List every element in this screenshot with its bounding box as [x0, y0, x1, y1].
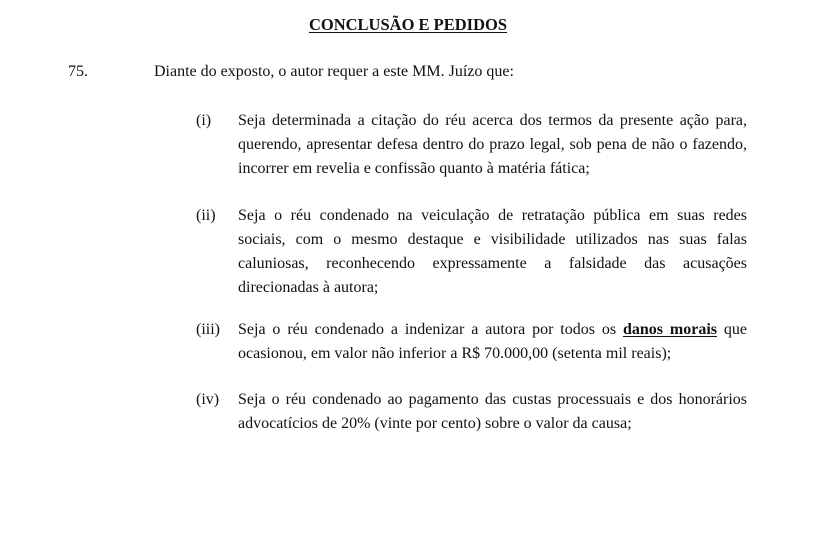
emphasis-danos-morais: danos morais: [622, 321, 717, 338]
item-text: [238, 318, 747, 366]
section-heading: CONCLUSÃO E PEDIDOS: [308, 15, 508, 34]
item-text: Seja o réu condenado na veiculação de retratação pública em suas redes sociais, com o mesmo destaque e visibilidade utilizados nas suas falas caluniosas, reconhecendo expressamente a falsidade das acusações direcionadas à autora;: [238, 207, 747, 296]
paragraph-number: 75.: [68, 63, 88, 80]
item-text-after: que ocasionou, em valor não inferior a R$ 70.000,00 (setenta mil reais);: [238, 321, 747, 362]
item-marker: (ii): [196, 207, 216, 224]
item-marker: (i): [196, 112, 212, 129]
item-text-before: Seja o réu condenado a indenizar a autora por todos os: [238, 321, 623, 338]
paragraph-intro: Diante do exposto, o autor requer a este MM. Juízo que:: [154, 63, 514, 80]
item-marker: (iv): [196, 391, 220, 408]
item-text: Seja o réu condenado ao pagamento das custas processuais e dos honorários advocatícios de 20% (vinte por cento) sobre o valor da causa;: [238, 391, 747, 432]
item-marker: (iii): [196, 321, 220, 338]
item-text: Seja determinada a citação do réu acerca dos termos da presente ação para, querendo, apresentar defesa dentro do prazo legal, sob pena de não o fazendo, incorrer em revelia e confissão quanto à matéria fática;: [238, 112, 747, 177]
